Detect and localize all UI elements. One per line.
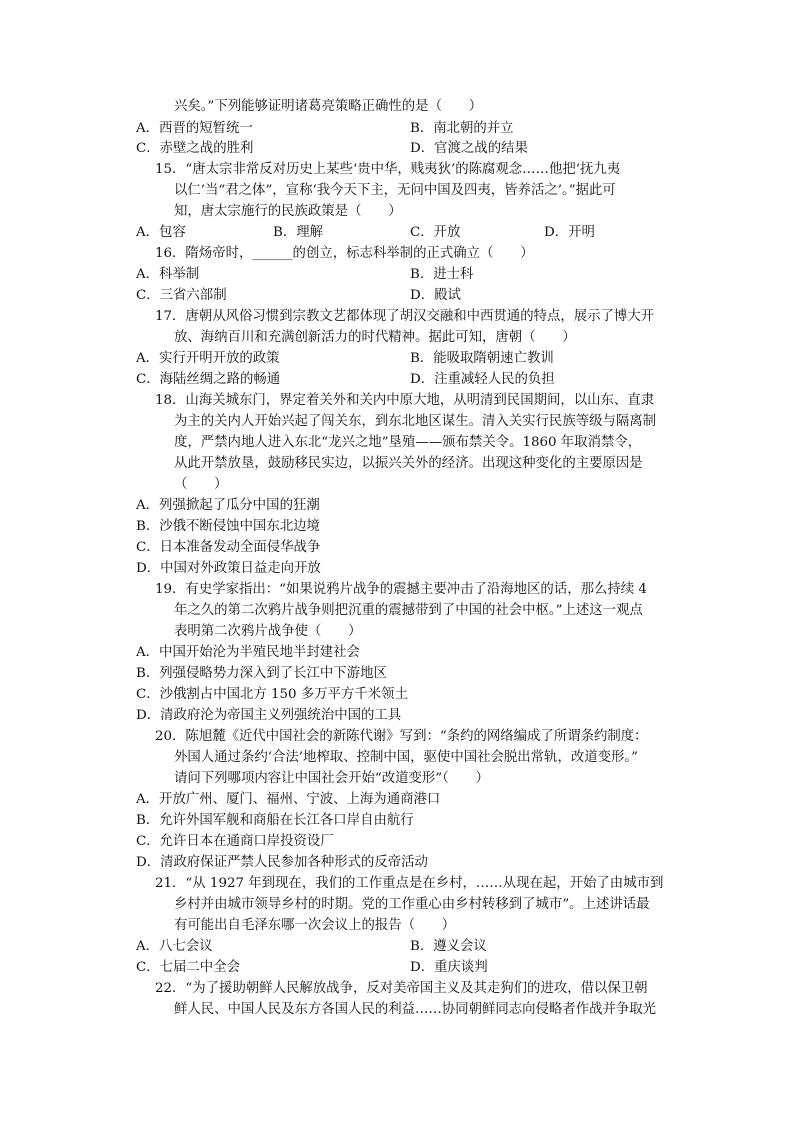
q15-option-b: B．理解 [273, 225, 324, 240]
q19-option-c: C．沙俄割占中国北方 150 多万平方千米领土 [136, 687, 408, 702]
q17-stem-line-1: 17．唐朝从风俗习惯到宗教文艺都体现了胡汉交融和中西贯通的特点，展示了博大开 [155, 309, 655, 324]
q18-stem-line-1: 18．山海关城东门，界定着关外和关内中原大地，从明清到民国期间，以山东、直隶 [155, 393, 655, 408]
q15-option-a: A．包容 [136, 225, 186, 240]
q21-stem-line-2: 乡村并由城市领导乡村的时期。党的工作重心由乡村转移到了城市”。上述讲话最 [174, 897, 650, 912]
q21-option-c: C．七届二中全会 [136, 960, 240, 975]
q15-option-c: C．开放 [410, 225, 461, 240]
q20-stem-line-2: 外国人通过条约‘合法’地榨取、控制中国，驱使中国社会脱出常轨，改道变形。” [174, 750, 638, 765]
q21-option-b: B．遵义会议 [410, 939, 487, 954]
q17-option-d: D．注重减轻人民的负担 [410, 372, 555, 387]
q19-option-d: D．清政府沦为帝国主义列强统治中国的工具 [136, 708, 402, 723]
q19-stem-line-3: 表明第二次鸦片战争使（ ） [174, 624, 362, 639]
q21-option-a: A．八七会议 [136, 939, 213, 954]
q18-stem-line-2: 为主的关内人开始兴起了闯关东，到东北地区谋生。清入关实行民族等级与隔离制 [174, 414, 657, 429]
q14-option-b: B．南北朝的并立 [410, 121, 514, 136]
q21-option-d: D．重庆谈判 [410, 960, 488, 975]
q18-stem-line-5: （ ） [174, 477, 228, 492]
q15-stem-line-3: 知，唐太宗施行的民族政策是（ ） [174, 204, 402, 219]
q20-stem-line-3: 请问下列哪项内容让中国社会开始“改道变形”（ ） [174, 771, 489, 786]
q18-option-a: A．列强掀起了瓜分中国的狂潮 [136, 498, 320, 513]
q19-option-b: B．列强侵略势力深入到了长江中下游地区 [136, 666, 387, 681]
q18-option-b: B．沙俄不断侵蚀中国东北边境 [136, 519, 320, 534]
q17-option-a: A．实行开明开放的政策 [136, 351, 280, 366]
q22-stem-line-2: 鲜人民、中国人民及东方各国人民的利益……协同朝鲜同志向侵略者作战并争取光 [174, 1002, 657, 1017]
q22-stem-line-1: 22．“为了援助朝鲜人民解放战争，反对美帝国主义及其走狗们的进攻，借以保卫朝 [155, 981, 648, 996]
q16-option-b: B．进士科 [410, 267, 474, 282]
q19-stem-line-1: 19．有史学家指出：“如果说鸦片战争的震撼主要冲击了沿海地区的话，那么持续 4 [155, 582, 647, 597]
q17-option-b: B．能吸取隋朝速亡教训 [410, 351, 554, 366]
q18-option-d: D．中国对外政策日益走向开放 [136, 561, 321, 576]
q17-stem-line-2: 放、海纳百川和充满创新活力的时代精神。据此可知，唐朝（ ） [174, 330, 576, 345]
q20-option-c: C．允许日本在通商口岸投资设厂 [136, 834, 334, 849]
q19-option-a: A．中国开始沦为半殖民地半封建社会 [136, 645, 360, 660]
q19-stem-line-2: 年之久的第二次鸦片战争则把沉重的震撼带到了中国的社会中枢。”上述这一观点 [174, 603, 643, 618]
q18-stem-line-3: 度，严禁内地人进入东北“龙兴之地”垦殖——颁布禁关令。1860 年取消禁令， [174, 435, 642, 450]
q16-option-d: D．殿试 [410, 288, 461, 303]
q17-option-c: C．海陆丝绸之路的畅通 [136, 372, 281, 387]
q20-option-d: D．清政府保证严禁人民参加各种形式的反帝活动 [136, 855, 428, 870]
q20-option-b: B．允许外国军舰和商船在长江各口岸自由航行 [136, 813, 414, 828]
q14-stem-line-end: 兴矣。”下列能够证明诸葛亮策略正确性的是（ ） [174, 99, 483, 114]
q16-stem-line-1: 16．隋炀帝时，______的创立，标志科举制的正式确立（ ） [155, 246, 534, 261]
q14-option-d: D．官渡之战的结果 [410, 141, 528, 156]
q15-stem-line-1: 15．“唐太宗非常反对历史上某些‘贵中华，贱夷狄’的陈腐观念……他把‘抚九夷 [155, 162, 621, 177]
q16-option-a: A．科举制 [136, 267, 200, 282]
q14-option-a: A．西晋的短暂统一 [136, 121, 253, 136]
q18-stem-line-4: 从此开禁放垦，鼓励移民实边，以振兴关外的经济。出现这种变化的主要原因是 [174, 456, 643, 471]
q21-stem-line-3: 有可能出自毛泽东哪一次会议上的报告（ ） [174, 918, 456, 933]
q18-option-c: C．日本准备发动全面侵华战争 [136, 540, 321, 555]
q15-stem-line-2: 以仁’当“君之体”，宣称‘我今天下主，无问中国及四夷，皆养活之’。”据此可 [174, 183, 616, 198]
q16-option-c: C．三省六部制 [136, 288, 227, 303]
q14-option-c: C．赤壁之战的胜利 [136, 141, 254, 156]
q15-option-d: D．开明 [544, 225, 595, 240]
q21-stem-line-1: 21．“从 1927 年到现在，我们的工作重点是在乡村，……从现在起，开始了由城市到 [155, 876, 664, 891]
q20-option-a: A．开放广州、厦门、福州、宁波、上海为通商港口 [136, 792, 441, 807]
q20-stem-line-1: 20．陈旭麓《近代中国社会的新陈代谢》写到：“条约的网络编成了所谓条约制度： [155, 729, 648, 744]
